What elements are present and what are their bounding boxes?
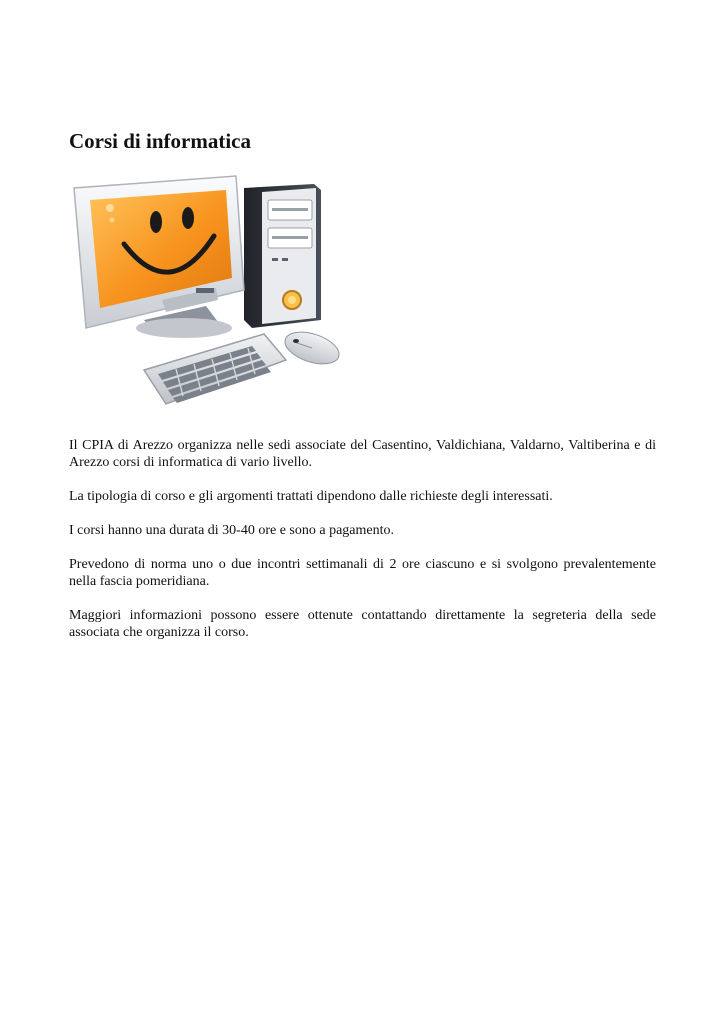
mouse <box>281 326 341 370</box>
keyboard <box>144 334 286 404</box>
paragraph: Il CPIA di Arezzo organizza nelle sedi associate del Casentino, Valdichiana, Valdarno, Valtiberina e di Arezzo corsi di informatica di vario livello. <box>69 438 656 470</box>
paragraph: La tipologia di corso e gli argomenti trattati dipendono dalle richieste degli interessati. <box>69 489 553 504</box>
paragraph: I corsi hanno una durata di 30-40 ore e sono a pagamento. <box>69 523 395 538</box>
paragraph: Prevedono di norma uno o due incontri settimanali di 2 ore ciascuno e si svolgono prevalentemente nella fascia pomeridiana. <box>69 557 656 589</box>
body-text <box>69 437 656 658</box>
computer-smiley-icon <box>66 170 341 410</box>
page-title: Corsi di informatica <box>69 129 251 153</box>
monitor <box>74 176 244 338</box>
paragraph: Maggiori informazioni possono essere ottenute contattando direttamente la segreteria della sede associata che organizza il corso. <box>69 608 656 640</box>
tower-case <box>244 184 321 328</box>
